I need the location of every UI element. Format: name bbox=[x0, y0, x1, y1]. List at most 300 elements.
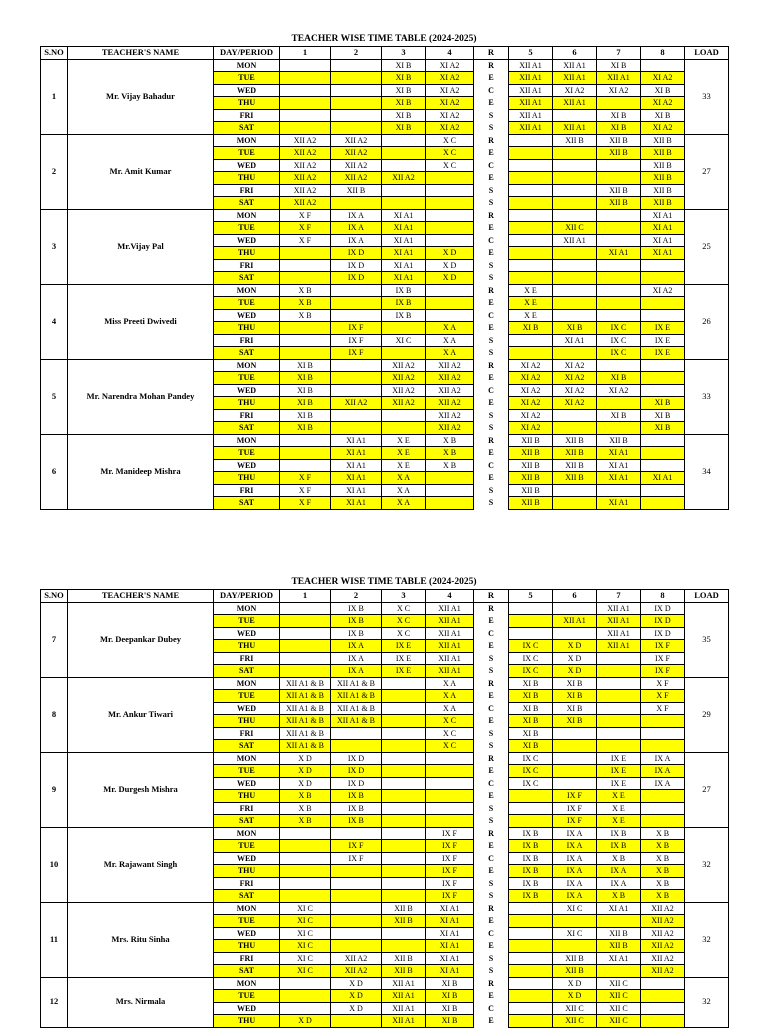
recess-letter: S bbox=[474, 122, 509, 135]
teacher-load: 25 bbox=[685, 209, 729, 284]
period-3-cell: XII B bbox=[382, 965, 426, 978]
period-3-cell: XI A1 bbox=[382, 222, 426, 235]
period-5-cell: IX B bbox=[509, 890, 553, 903]
period-3-cell: IX E bbox=[382, 652, 426, 665]
day-label: SAT bbox=[214, 197, 280, 210]
period-7-cell bbox=[597, 234, 641, 247]
recess-letter: R bbox=[474, 977, 509, 990]
period-5-cell bbox=[509, 334, 553, 347]
period-8-cell: X B bbox=[641, 852, 685, 865]
period-2-cell: IX D bbox=[331, 247, 382, 260]
period-4-cell bbox=[426, 752, 474, 765]
period-3-cell bbox=[382, 184, 426, 197]
period-6-cell bbox=[553, 777, 597, 790]
period-5-cell: XI A2 bbox=[509, 372, 553, 385]
period-7-cell bbox=[597, 159, 641, 172]
period-4-cell bbox=[426, 197, 474, 210]
period-3-cell bbox=[382, 777, 426, 790]
period-2-cell: XII A2 bbox=[331, 147, 382, 160]
period-1-cell: XII A2 bbox=[280, 147, 331, 160]
period-5-cell: XII B bbox=[509, 434, 553, 447]
recess-letter: C bbox=[474, 159, 509, 172]
period-5-cell bbox=[509, 790, 553, 803]
day-label: SAT bbox=[214, 815, 280, 828]
period-3-cell bbox=[382, 347, 426, 360]
period-4-cell bbox=[426, 297, 474, 310]
column-header: S.NO bbox=[41, 590, 68, 603]
recess-letter: E bbox=[474, 840, 509, 853]
period-7-cell bbox=[597, 702, 641, 715]
period-6-cell bbox=[553, 627, 597, 640]
period-7-cell bbox=[597, 209, 641, 222]
period-6-cell: XII A1 bbox=[553, 97, 597, 110]
period-8-cell bbox=[641, 497, 685, 510]
period-1-cell: XI B bbox=[280, 422, 331, 435]
period-1-cell: XI C bbox=[280, 915, 331, 928]
period-8-cell: XI A2 bbox=[641, 284, 685, 297]
period-4-cell: X D bbox=[426, 259, 474, 272]
timetable-title: TEACHER WISE TIME TABLE (2024-2025) bbox=[291, 34, 477, 44]
recess-letter: S bbox=[474, 259, 509, 272]
day-label: TUE bbox=[214, 840, 280, 853]
period-6-cell bbox=[553, 752, 597, 765]
period-1-cell: X B bbox=[280, 297, 331, 310]
recess-letter: S bbox=[474, 422, 509, 435]
period-3-cell bbox=[382, 134, 426, 147]
period-5-cell: XI B bbox=[509, 715, 553, 728]
period-4-cell: XI B bbox=[426, 1015, 474, 1028]
period-2-cell: IX F bbox=[331, 852, 382, 865]
teacher-name: Mr. Vijay Bahadur bbox=[68, 59, 214, 134]
period-7-cell: XI A1 bbox=[597, 247, 641, 260]
period-8-cell: XI A2 bbox=[641, 122, 685, 135]
period-6-cell: IX A bbox=[553, 877, 597, 890]
period-8-cell: XI A1 bbox=[641, 234, 685, 247]
period-1-cell bbox=[280, 459, 331, 472]
period-3-cell: XII B bbox=[382, 902, 426, 915]
period-5-cell: IX B bbox=[509, 865, 553, 878]
timetable-row bbox=[41, 434, 729, 447]
period-6-cell: XI C bbox=[553, 902, 597, 915]
period-1-cell: XI C bbox=[280, 927, 331, 940]
period-4-cell: XI A1 bbox=[426, 902, 474, 915]
day-label: THU bbox=[214, 640, 280, 653]
period-2-cell bbox=[331, 927, 382, 940]
period-2-cell: X D bbox=[331, 977, 382, 990]
day-label: THU bbox=[214, 172, 280, 185]
period-1-cell: X B bbox=[280, 790, 331, 803]
period-8-cell: X B bbox=[641, 865, 685, 878]
period-2-cell bbox=[331, 409, 382, 422]
day-label: THU bbox=[214, 865, 280, 878]
timetable-row bbox=[41, 59, 729, 72]
teacher-name: Mr. Amit Kumar bbox=[68, 134, 214, 209]
period-2-cell bbox=[331, 309, 382, 322]
period-7-cell: XI A1 bbox=[597, 902, 641, 915]
day-label: SAT bbox=[214, 890, 280, 903]
day-label: THU bbox=[214, 472, 280, 485]
day-label: MON bbox=[214, 902, 280, 915]
column-header: 4 bbox=[426, 47, 474, 60]
period-3-cell bbox=[382, 159, 426, 172]
period-6-cell bbox=[553, 197, 597, 210]
period-8-cell bbox=[641, 59, 685, 72]
period-2-cell: IX A bbox=[331, 640, 382, 653]
period-1-cell: XI B bbox=[280, 384, 331, 397]
period-6-cell: XI B bbox=[553, 677, 597, 690]
day-label: MON bbox=[214, 434, 280, 447]
period-5-cell bbox=[509, 184, 553, 197]
period-7-cell: IX E bbox=[597, 752, 641, 765]
recess-letter: S bbox=[474, 727, 509, 740]
period-1-cell bbox=[280, 122, 331, 135]
period-1-cell: XII A2 bbox=[280, 172, 331, 185]
recess-letter: S bbox=[474, 815, 509, 828]
period-5-cell bbox=[509, 272, 553, 285]
period-4-cell: X C bbox=[426, 147, 474, 160]
period-4-cell: XI B bbox=[426, 977, 474, 990]
period-2-cell: IX B bbox=[331, 802, 382, 815]
period-4-cell: XI A1 bbox=[426, 940, 474, 953]
period-6-cell bbox=[553, 159, 597, 172]
period-8-cell: X F bbox=[641, 702, 685, 715]
period-2-cell bbox=[331, 197, 382, 210]
day-label: THU bbox=[214, 1015, 280, 1028]
period-5-cell: XI A2 bbox=[509, 422, 553, 435]
period-7-cell bbox=[597, 965, 641, 978]
period-2-cell bbox=[331, 284, 382, 297]
period-7-cell bbox=[597, 740, 641, 753]
period-1-cell bbox=[280, 827, 331, 840]
period-7-cell bbox=[597, 715, 641, 728]
period-4-cell: X D bbox=[426, 272, 474, 285]
period-8-cell bbox=[641, 990, 685, 1003]
period-7-cell: XI A1 bbox=[597, 952, 641, 965]
period-8-cell: IX E bbox=[641, 347, 685, 360]
teacher-load: 32 bbox=[685, 977, 729, 1027]
period-3-cell: IX E bbox=[382, 665, 426, 678]
recess-letter: C bbox=[474, 927, 509, 940]
period-6-cell: IX A bbox=[553, 890, 597, 903]
column-header: 8 bbox=[641, 47, 685, 60]
day-label: TUE bbox=[214, 690, 280, 703]
period-4-cell: XI A2 bbox=[426, 72, 474, 85]
day-label: MON bbox=[214, 827, 280, 840]
period-4-cell bbox=[426, 184, 474, 197]
period-6-cell bbox=[553, 727, 597, 740]
period-5-cell: XI B bbox=[509, 677, 553, 690]
timetable-row bbox=[41, 677, 729, 690]
column-header: TEACHER'S NAME bbox=[68, 47, 214, 60]
period-4-cell: XII A2 bbox=[426, 384, 474, 397]
day-label: FRI bbox=[214, 184, 280, 197]
period-3-cell: XII B bbox=[382, 915, 426, 928]
period-3-cell bbox=[382, 865, 426, 878]
period-3-cell bbox=[382, 852, 426, 865]
period-8-cell: XI A1 bbox=[641, 472, 685, 485]
period-5-cell bbox=[509, 1002, 553, 1015]
period-1-cell bbox=[280, 890, 331, 903]
period-6-cell: XII B bbox=[553, 447, 597, 460]
period-2-cell: XII A2 bbox=[331, 397, 382, 410]
period-5-cell: XII B bbox=[509, 484, 553, 497]
period-3-cell bbox=[382, 890, 426, 903]
day-label: FRI bbox=[214, 652, 280, 665]
period-7-cell: XI B bbox=[597, 372, 641, 385]
period-2-cell bbox=[331, 297, 382, 310]
period-7-cell: XII B bbox=[597, 434, 641, 447]
period-2-cell bbox=[331, 1015, 382, 1028]
period-2-cell: XII A2 bbox=[331, 952, 382, 965]
period-3-cell: XI B bbox=[382, 122, 426, 135]
period-8-cell: XI B bbox=[641, 84, 685, 97]
day-label: TUE bbox=[214, 765, 280, 778]
period-6-cell: X D bbox=[553, 652, 597, 665]
recess-letter: E bbox=[474, 97, 509, 110]
period-4-cell: IX F bbox=[426, 840, 474, 853]
period-2-cell: XI A1 bbox=[331, 472, 382, 485]
recess-letter: C bbox=[474, 702, 509, 715]
period-6-cell: XI B bbox=[553, 322, 597, 335]
period-2-cell bbox=[331, 740, 382, 753]
teacher-load: 27 bbox=[685, 134, 729, 209]
period-5-cell bbox=[509, 802, 553, 815]
period-8-cell: IX E bbox=[641, 322, 685, 335]
day-label: TUE bbox=[214, 615, 280, 628]
period-7-cell bbox=[597, 284, 641, 297]
period-1-cell: X F bbox=[280, 222, 331, 235]
period-2-cell bbox=[331, 122, 382, 135]
period-8-cell: IX D bbox=[641, 627, 685, 640]
day-label: THU bbox=[214, 715, 280, 728]
period-2-cell: XII A1 & B bbox=[331, 702, 382, 715]
period-7-cell: XI B bbox=[597, 409, 641, 422]
period-2-cell: X D bbox=[331, 990, 382, 1003]
serial-number: 12 bbox=[41, 977, 68, 1027]
period-7-cell bbox=[597, 677, 641, 690]
period-4-cell: IX F bbox=[426, 877, 474, 890]
recess-letter: E bbox=[474, 222, 509, 235]
period-6-cell bbox=[553, 940, 597, 953]
period-7-cell: IX A bbox=[597, 865, 641, 878]
column-header: 6 bbox=[553, 590, 597, 603]
period-3-cell: IX E bbox=[382, 640, 426, 653]
period-7-cell: XII B bbox=[597, 184, 641, 197]
period-8-cell: IX F bbox=[641, 665, 685, 678]
day-label: FRI bbox=[214, 409, 280, 422]
period-1-cell: X B bbox=[280, 815, 331, 828]
period-1-cell bbox=[280, 852, 331, 865]
period-5-cell: IX C bbox=[509, 652, 553, 665]
recess-letter: C bbox=[474, 459, 509, 472]
period-4-cell: X A bbox=[426, 702, 474, 715]
period-4-cell: X B bbox=[426, 459, 474, 472]
period-2-cell: IX F bbox=[331, 840, 382, 853]
period-6-cell: XI A2 bbox=[553, 372, 597, 385]
period-8-cell: XII A2 bbox=[641, 940, 685, 953]
period-1-cell bbox=[280, 247, 331, 260]
recess-letter: R bbox=[474, 359, 509, 372]
period-3-cell bbox=[382, 765, 426, 778]
serial-number: 2 bbox=[41, 134, 68, 209]
period-5-cell: IX B bbox=[509, 840, 553, 853]
day-label: WED bbox=[214, 459, 280, 472]
period-6-cell bbox=[553, 422, 597, 435]
period-3-cell: XII A2 bbox=[382, 359, 426, 372]
period-4-cell bbox=[426, 234, 474, 247]
period-2-cell: XI A1 bbox=[331, 497, 382, 510]
day-label: MON bbox=[214, 59, 280, 72]
period-6-cell: XII A1 bbox=[553, 59, 597, 72]
period-2-cell bbox=[331, 877, 382, 890]
recess-letter: R bbox=[474, 284, 509, 297]
period-6-cell: IX F bbox=[553, 802, 597, 815]
recess-letter: S bbox=[474, 347, 509, 360]
period-1-cell bbox=[280, 97, 331, 110]
period-6-cell: XII B bbox=[553, 472, 597, 485]
period-2-cell: XII B bbox=[331, 184, 382, 197]
period-7-cell bbox=[597, 309, 641, 322]
period-3-cell: X C bbox=[382, 615, 426, 628]
recess-letter: E bbox=[474, 472, 509, 485]
period-5-cell: XII B bbox=[509, 447, 553, 460]
day-label: SAT bbox=[214, 347, 280, 360]
day-label: MON bbox=[214, 359, 280, 372]
day-label: THU bbox=[214, 322, 280, 335]
period-8-cell: X B bbox=[641, 890, 685, 903]
period-1-cell bbox=[280, 259, 331, 272]
period-2-cell: IX F bbox=[331, 347, 382, 360]
period-4-cell: XII A1 bbox=[426, 615, 474, 628]
period-8-cell: IX D bbox=[641, 602, 685, 615]
recess-letter: S bbox=[474, 497, 509, 510]
period-2-cell bbox=[331, 84, 382, 97]
period-2-cell bbox=[331, 384, 382, 397]
period-6-cell: XI B bbox=[553, 715, 597, 728]
period-2-cell: IX D bbox=[331, 272, 382, 285]
period-3-cell: XI A1 bbox=[382, 259, 426, 272]
period-2-cell: IX D bbox=[331, 752, 382, 765]
teacher-load: 32 bbox=[685, 902, 729, 977]
day-label: WED bbox=[214, 927, 280, 940]
period-3-cell: XI A1 bbox=[382, 234, 426, 247]
day-label: MON bbox=[214, 284, 280, 297]
period-5-cell bbox=[509, 1015, 553, 1028]
period-5-cell bbox=[509, 977, 553, 990]
period-8-cell: XI B bbox=[641, 397, 685, 410]
day-label: FRI bbox=[214, 877, 280, 890]
period-6-cell bbox=[553, 272, 597, 285]
day-label: THU bbox=[214, 790, 280, 803]
period-1-cell bbox=[280, 640, 331, 653]
period-7-cell: XI A1 bbox=[597, 472, 641, 485]
period-8-cell bbox=[641, 790, 685, 803]
period-4-cell: XI A2 bbox=[426, 122, 474, 135]
period-2-cell: XI A1 bbox=[331, 447, 382, 460]
period-6-cell: X D bbox=[553, 640, 597, 653]
recess-letter: E bbox=[474, 790, 509, 803]
day-label: MON bbox=[214, 977, 280, 990]
column-header: 8 bbox=[641, 590, 685, 603]
period-1-cell: X B bbox=[280, 284, 331, 297]
period-7-cell bbox=[597, 727, 641, 740]
period-3-cell: X C bbox=[382, 602, 426, 615]
period-2-cell: X D bbox=[331, 1002, 382, 1015]
period-1-cell bbox=[280, 334, 331, 347]
period-7-cell bbox=[597, 297, 641, 310]
period-5-cell bbox=[509, 147, 553, 160]
period-3-cell bbox=[382, 790, 426, 803]
period-7-cell: XII A1 bbox=[597, 602, 641, 615]
period-7-cell: XII C bbox=[597, 977, 641, 990]
period-7-cell: XI A2 bbox=[597, 84, 641, 97]
serial-number: 9 bbox=[41, 752, 68, 827]
period-6-cell: IX A bbox=[553, 865, 597, 878]
period-1-cell: XI C bbox=[280, 965, 331, 978]
period-5-cell: XI B bbox=[509, 690, 553, 703]
period-5-cell bbox=[509, 197, 553, 210]
period-3-cell: XI B bbox=[382, 59, 426, 72]
column-header: 7 bbox=[597, 47, 641, 60]
recess-letter: C bbox=[474, 852, 509, 865]
period-5-cell: IX C bbox=[509, 752, 553, 765]
timetable-row bbox=[41, 752, 729, 765]
period-4-cell: XII A1 bbox=[426, 602, 474, 615]
period-1-cell: X B bbox=[280, 309, 331, 322]
period-4-cell bbox=[426, 802, 474, 815]
period-7-cell: IX C bbox=[597, 334, 641, 347]
period-1-cell: XII A1 & B bbox=[280, 677, 331, 690]
period-3-cell: IX B bbox=[382, 284, 426, 297]
day-label: TUE bbox=[214, 447, 280, 460]
period-8-cell bbox=[641, 1015, 685, 1028]
day-label: FRI bbox=[214, 334, 280, 347]
period-2-cell bbox=[331, 940, 382, 953]
period-5-cell bbox=[509, 902, 553, 915]
period-3-cell: X E bbox=[382, 447, 426, 460]
period-2-cell: XII A2 bbox=[331, 172, 382, 185]
period-5-cell: IX B bbox=[509, 877, 553, 890]
period-5-cell: XII B bbox=[509, 472, 553, 485]
period-5-cell bbox=[509, 990, 553, 1003]
period-2-cell: XI A1 bbox=[331, 459, 382, 472]
period-1-cell bbox=[280, 652, 331, 665]
period-3-cell bbox=[382, 690, 426, 703]
period-8-cell bbox=[641, 259, 685, 272]
period-8-cell: IX D bbox=[641, 615, 685, 628]
day-label: MON bbox=[214, 677, 280, 690]
period-6-cell: IX A bbox=[553, 840, 597, 853]
period-8-cell bbox=[641, 802, 685, 815]
period-1-cell: X D bbox=[280, 765, 331, 778]
column-header: DAY/PERIOD bbox=[214, 47, 280, 60]
period-2-cell: XII A2 bbox=[331, 159, 382, 172]
period-3-cell bbox=[382, 840, 426, 853]
period-2-cell bbox=[331, 727, 382, 740]
period-5-cell: XI A2 bbox=[509, 397, 553, 410]
period-5-cell bbox=[509, 927, 553, 940]
period-2-cell bbox=[331, 902, 382, 915]
period-6-cell bbox=[553, 284, 597, 297]
period-6-cell bbox=[553, 915, 597, 928]
recess-letter: E bbox=[474, 297, 509, 310]
period-3-cell: XII A1 bbox=[382, 1015, 426, 1028]
period-1-cell bbox=[280, 865, 331, 878]
period-4-cell: XII A2 bbox=[426, 359, 474, 372]
period-3-cell: XI A1 bbox=[382, 247, 426, 260]
period-7-cell: XI A1 bbox=[597, 459, 641, 472]
period-2-cell: IX D bbox=[331, 259, 382, 272]
